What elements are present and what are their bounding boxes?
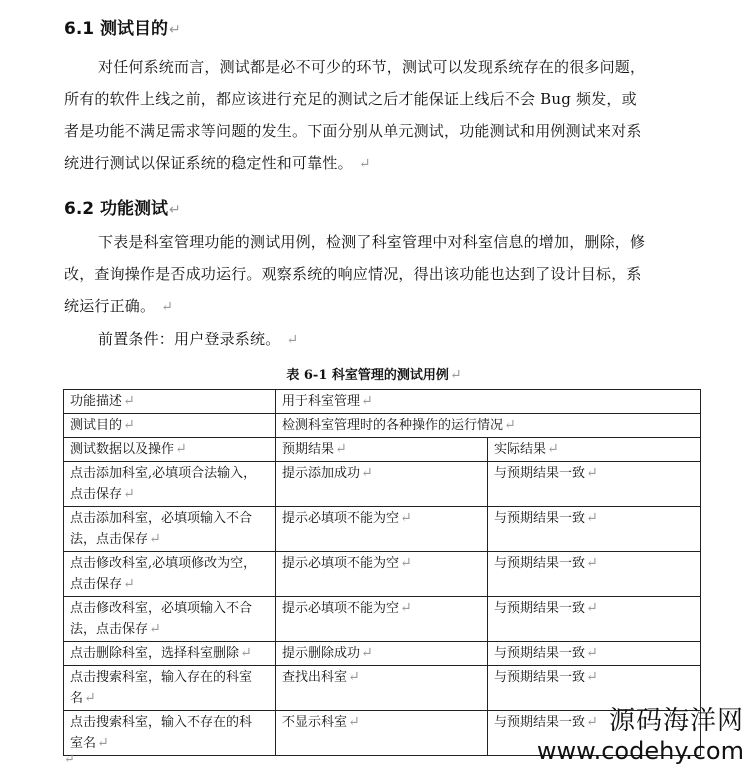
table-caption: 表 6-1 科室管理的测试用例↵ (286, 367, 462, 383)
actual-result-cell: 与预期结果一致↵ (488, 666, 701, 711)
paragraph-line: 所有的软件上线之前，都应该进行充足的测试之后才能保证上线后不会 Bug 频发，或 (64, 90, 637, 108)
table-row (64, 414, 701, 438)
section-heading-6-2 (64, 194, 181, 219)
actual-result-cell: 与预期结果一致↵ (488, 552, 701, 597)
test-operation-cell: 点击添加科室,必填项合法输入， 点击保存↵ (64, 462, 276, 507)
precondition-line: 前置条件：用户登录系统。 ↵ (98, 330, 299, 348)
table-row (64, 390, 701, 414)
feature-value-cell: 用于科室管理↵ (276, 390, 701, 414)
expected-result-cell: 提示必填项不能为空↵ (276, 552, 488, 597)
expected-result-cell: 查找出科室↵ (276, 666, 488, 711)
return-mark: ↵ (449, 367, 462, 383)
purpose-label-cell: 测试目的↵ (64, 414, 276, 438)
site-watermark (537, 706, 744, 766)
paragraph-line: 者是功能不满足需求等问题的发生。下面分别从单元测试，功能测试和用例测试来对系 (64, 122, 642, 140)
table-row (64, 597, 701, 642)
table-row (64, 462, 701, 507)
test-operation-cell: 点击添加科室，必填项输入不合 法，点击保存↵ (64, 507, 276, 552)
expected-result-cell: 提示删除成功↵ (276, 642, 488, 666)
return-mark: ↵ (358, 156, 371, 172)
header-cell: 实际结果↵ (488, 438, 701, 462)
paragraph-line: 统运行正确。 ↵ (64, 297, 174, 315)
test-operation-cell: 点击修改科室,必填项修改为空， 点击保存↵ (64, 552, 276, 597)
return-mark: ↵ (169, 22, 181, 38)
paragraph-line: 统进行测试以保证系统的稳定性和可靠性。 ↵ (64, 154, 371, 172)
paragraph-line: 下表是科室管理功能的测试用例，检测了科室管理中对科室信息的增加，删除，修 (98, 233, 646, 251)
expected-result-cell: 提示添加成功↵ (276, 462, 488, 507)
paragraph-test-purpose (64, 51, 694, 180)
actual-result-cell: 与预期结果一致↵ (488, 462, 701, 507)
return-mark: ↵ (64, 752, 75, 767)
table-row (64, 642, 701, 666)
return-mark: ↵ (161, 299, 174, 315)
expected-result-cell: 提示必填项不能为空↵ (276, 507, 488, 552)
actual-result-cell: 与预期结果一致↵ (488, 711, 701, 756)
paragraph-line: 改，查询操作是否成功运行。观察系统的响应情况，得出该功能也达到了设计目标，系 (64, 265, 642, 283)
test-operation-cell: 点击修改科室，必填项输入不合 法，点击保存↵ (64, 597, 276, 642)
paragraph-function-test (64, 226, 694, 356)
test-operation-cell: 点击删除科室，选择科室删除↵ (64, 642, 276, 666)
table-row (64, 507, 701, 552)
actual-result-cell: 与预期结果一致↵ (488, 642, 701, 666)
paragraph-line: 对任何系统而言，测试都是必不可少的环节，测试可以发现系统存在的很多问题， (98, 58, 646, 76)
return-mark: ↵ (286, 332, 299, 348)
heading-text: 6.1 测试目的 (64, 19, 169, 39)
heading-text: 6.2 功能测试 (64, 199, 169, 219)
watermark-url: www.codehy.com (536, 737, 744, 765)
watermark-name: 源码海洋网 (608, 706, 744, 736)
table-header-row (64, 438, 701, 462)
test-operation-cell: 点击搜索科室，输入不存在的科 室名↵ (64, 711, 276, 756)
table-row (64, 552, 701, 597)
actual-result-cell: 与预期结果一致↵ (488, 597, 701, 642)
header-cell: 测试数据以及操作↵ (64, 438, 276, 462)
section-heading-6-1 (64, 14, 181, 39)
feature-label-cell: 功能描述↵ (64, 390, 276, 414)
actual-result-cell: 与预期结果一致↵ (488, 507, 701, 552)
expected-result-cell: 不显示科室↵ (276, 711, 488, 756)
test-operation-cell: 点击搜索科室，输入存在的科室 名↵ (64, 666, 276, 711)
test-case-table (63, 389, 701, 756)
purpose-value-cell: 检测科室管理时的各种操作的运行情况↵ (276, 414, 701, 438)
expected-result-cell: 提示必填项不能为空↵ (276, 597, 488, 642)
table-row (64, 666, 701, 711)
header-cell: 预期结果↵ (276, 438, 488, 462)
return-mark: ↵ (169, 202, 181, 218)
